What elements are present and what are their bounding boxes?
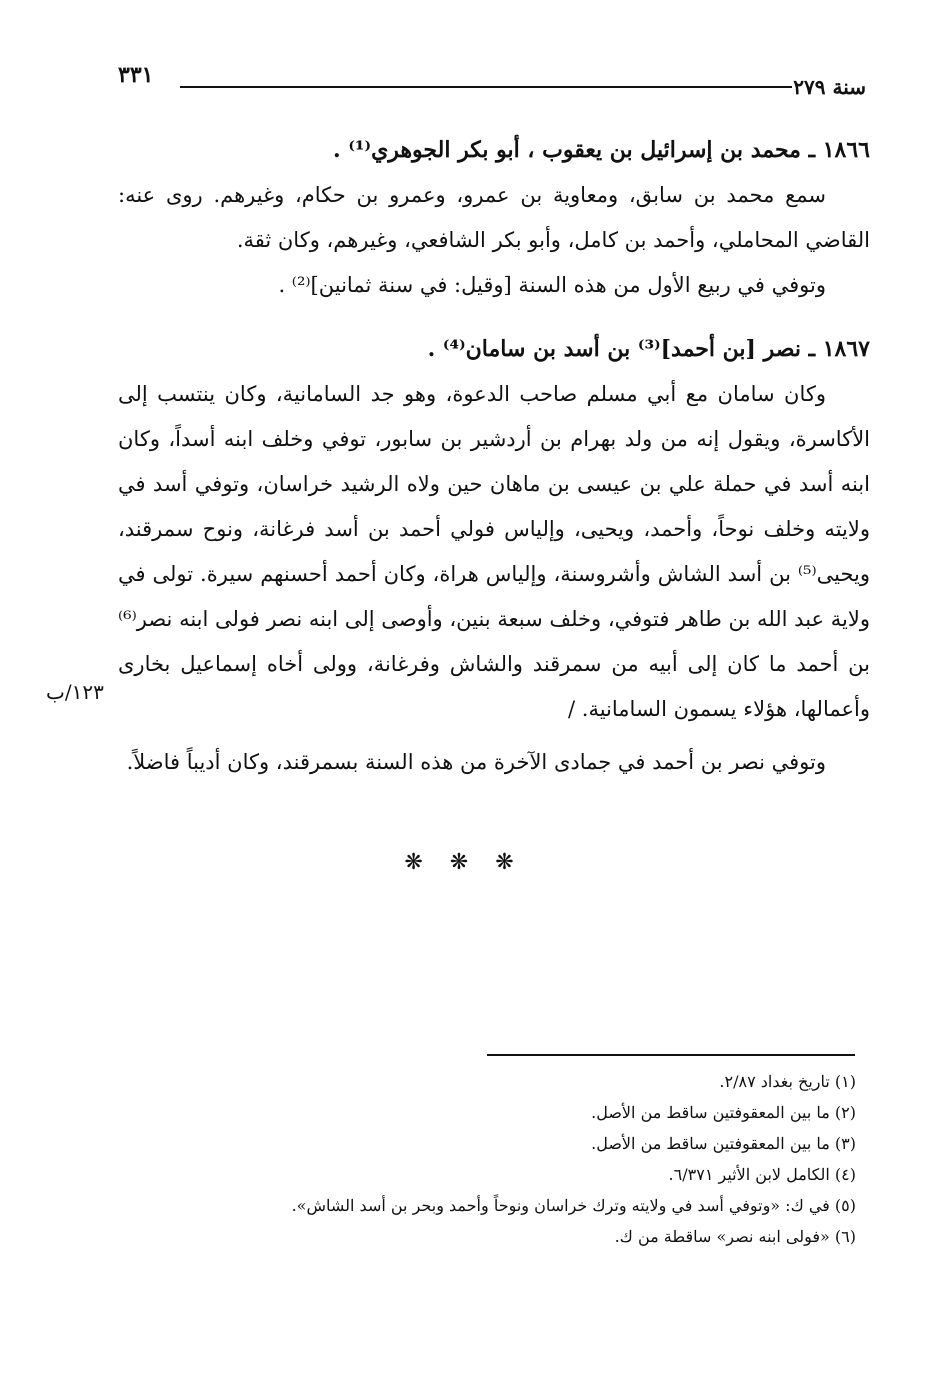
entry-1867 bbox=[118, 327, 870, 785]
footnote: (٢) ما بين المعقوفتين ساقط من الأصل. bbox=[591, 1103, 856, 1122]
entry-paragraph: وتوفي نصر بن أحمد في جمادى الآخرة من هذه السنة بسمرقند، وكان أديباً فاضلاً. bbox=[126, 750, 826, 774]
footnotes bbox=[200, 1066, 856, 1252]
page-number: ٣٣١ bbox=[118, 62, 154, 88]
header-rule bbox=[180, 86, 792, 88]
entry-title: ١٨٦٧ ـ نصر [بن أحمد]⁽³⁾ بن أسد بن سامان⁽⁴⁾ . bbox=[427, 336, 870, 362]
entry-1866 bbox=[118, 128, 870, 308]
footnote: (١) تاريخ بغداد ٢/٨٧. bbox=[719, 1072, 856, 1091]
footnote: (٣) ما بين المعقوفتين ساقط من الأصل. bbox=[591, 1134, 856, 1153]
manuscript-folio-note: ١٢٣/ب bbox=[46, 680, 104, 704]
footnote: (٤) الكامل لابن الأثير ٦/٣٧١. bbox=[668, 1165, 856, 1184]
entry-paragraph: وتوفي في ربيع الأول من هذه السنة [وقيل: في سنة ثمانين]⁽²⁾ . bbox=[278, 273, 826, 297]
entry-paragraph: سمع محمد بن سابق، ومعاوية بن عمرو، وعمرو بن حكام، وغيرهم. روى عنه: القاضي المحاملي، وأحمد بن كامل، وأبو بكر الشافعي، وغيرهم، وكان ثقة. bbox=[118, 183, 870, 252]
entry-title: ١٨٦٦ ـ محمد بن إسرائيل بن يعقوب ، أبو بكر الجوهري⁽¹⁾ . bbox=[333, 137, 870, 163]
footnote-rule bbox=[487, 1054, 855, 1056]
entry-paragraph: وكان سامان مع أبي مسلم صاحب الدعوة، وهو جد السامانية، وكان ينتسب إلى الأكاسرة، ويقول إنه من ولد بهرام بن أردشير بن سابور، توفي وخلف ابنه أسداً، وكان ابنه أسد في حملة علي بن عيسى بن ماهان حين ولاه الرشيد خراسان، وتوفي أسد في ولايته وخلف نوحاً، وأحمد، ويحيى، وإلياس فولي أحمد بن أسد فرغانة، ونوح سمرقند، ويحيى⁽⁵⁾ بن أسد الشاش وأشروسنة، وإلياس هراة، وكان أحمد أحسنهم سيرة. تولى في ولاية عبد الله بن طاهر فتوفي، وخلف سبعة بنين، وأوصى إلى ابنه نصر فولى ابنه نصر⁽⁶⁾ بن أحمد ما كان إلى أبيه من سمرقند والشاش وفرغانة، وولى أخاه إسماعيل بخارى وأعمالها، هؤلاء يسمون السامانية. / bbox=[118, 382, 870, 721]
section-separator: ❋ ❋ ❋ bbox=[404, 850, 524, 875]
running-header-year: سنة ٢٧٩ bbox=[793, 75, 866, 99]
footnote: (٦) «فولى ابنه نصر» ساقطة من ك. bbox=[614, 1227, 856, 1246]
footnote: (٥) في ك: «وتوفي أسد في ولايته وترك خراسان ونوحاً وأحمد وبحر بن أسد الشاش». bbox=[291, 1196, 856, 1215]
